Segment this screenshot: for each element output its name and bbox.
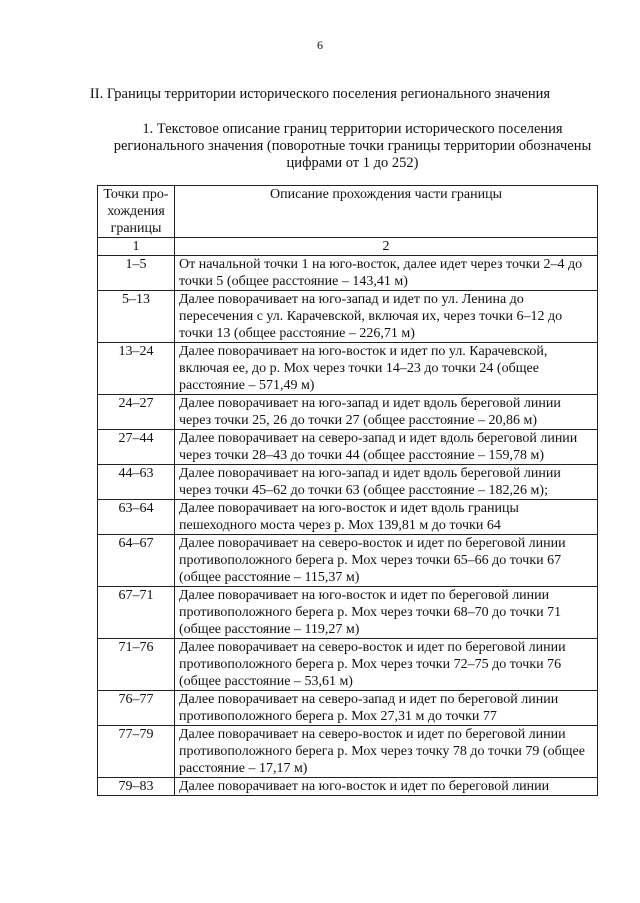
row-points: 67–71 — [98, 587, 175, 639]
table-row — [98, 343, 598, 395]
table-row — [98, 500, 598, 535]
row-description: Далее поворачивает на юго-запад и идет вдоль береговой линии через точки 25, 26 до точки 27 (общее расстояние – 20,86 м) — [175, 395, 598, 430]
row-points: 79–83 — [98, 778, 175, 796]
table-row — [98, 691, 598, 726]
table-row — [98, 395, 598, 430]
row-description: Далее поворачивает на северо-восток и идет по береговой линии противоположного берега р. Мох через точки 72–75 до точки 76 (общее расстояние – 53,61 м) — [175, 639, 598, 691]
row-points: 5–13 — [98, 291, 175, 343]
row-description: Далее поворачивает на юго-запад и идет по ул. Ленина до пересечения с ул. Карачевской, включая их, через точки 6–12 до точки 13 (общее расстояние – 226,71 м) — [175, 291, 598, 343]
table-row — [98, 430, 598, 465]
header-description: Описание прохождения части границы — [175, 186, 598, 238]
row-description: Далее поворачивает на северо-восток и идет по береговой линии противоположного берега р. Мох через точки 65–66 до точки 67 (общее расстояние – 115,37 м) — [175, 535, 598, 587]
column-number-row — [98, 238, 598, 256]
table-row — [98, 778, 598, 796]
row-description: Далее поворачивает на юго-запад и идет вдоль береговой линии через точки 45–62 до точки 63 (общее расстояние – 182,26 м); — [175, 465, 598, 500]
row-description: Далее поворачивает на юго-восток и идет вдоль границы пешеходного моста через р. Мох 139,81 м до точки 64 — [175, 500, 598, 535]
row-description: Далее поворачивает на северо-запад и идет вдоль береговой линии через точки 28–43 до точки 44 (общее расстояние – 159,78 м) — [175, 430, 598, 465]
column-number-2: 2 — [175, 238, 598, 256]
row-points: 64–67 — [98, 535, 175, 587]
row-description: Далее поворачивает на юго-восток и идет по ул. Карачевской, включая ее, до р. Мох через точки 14–23 до точки 24 (общее расстояние – 571,49 м) — [175, 343, 598, 395]
table-row — [98, 291, 598, 343]
row-description: Далее поворачивает на северо-запад и идет по береговой линии противоположного берега р. Мох 27,31 м до точки 77 — [175, 691, 598, 726]
row-points: 13–24 — [98, 343, 175, 395]
boundary-table — [97, 185, 598, 796]
row-points: 76–77 — [98, 691, 175, 726]
table-row — [98, 639, 598, 691]
row-description: Далее поворачивает на юго-восток и идет по береговой линии противоположного берега р. Мох через точки 68–70 до точки 71 (общее расстояние – 119,27 м) — [175, 587, 598, 639]
row-points: 63–64 — [98, 500, 175, 535]
row-points: 71–76 — [98, 639, 175, 691]
row-description: Далее поворачивает на северо-восток и идет по береговой линии противоположного берега р. Мох через точку 78 до точки 79 (общее расстояние – 17,17 м) — [175, 726, 598, 778]
table-body — [98, 256, 598, 796]
table-row — [98, 465, 598, 500]
subsection-title: 1. Текстовое описание границ территории исторического поселения регионального значения (поворотные точки границы территории обозначены цифрами от 1 до 252) — [113, 121, 592, 171]
header-points: Точки про-хождения границы — [98, 186, 175, 238]
row-points: 77–79 — [98, 726, 175, 778]
row-points: 24–27 — [98, 395, 175, 430]
table-row — [98, 587, 598, 639]
row-points: 27–44 — [98, 430, 175, 465]
table-header-row — [98, 186, 598, 238]
table-row — [98, 726, 598, 778]
row-description: Далее поворачивает на юго-восток и идет по береговой линии — [175, 778, 598, 796]
table-row — [98, 256, 598, 291]
table-row — [98, 535, 598, 587]
row-points: 44–63 — [98, 465, 175, 500]
column-number-1: 1 — [98, 238, 175, 256]
page-number: 6 — [317, 38, 323, 52]
row-description: От начальной точки 1 на юго-восток, далее идет через точки 2–4 до точки 5 (общее расстояние – 143,41 м) — [175, 256, 598, 291]
section-title: II. Границы территории исторического поселения регионального значения — [89, 86, 551, 102]
row-points: 1–5 — [98, 256, 175, 291]
